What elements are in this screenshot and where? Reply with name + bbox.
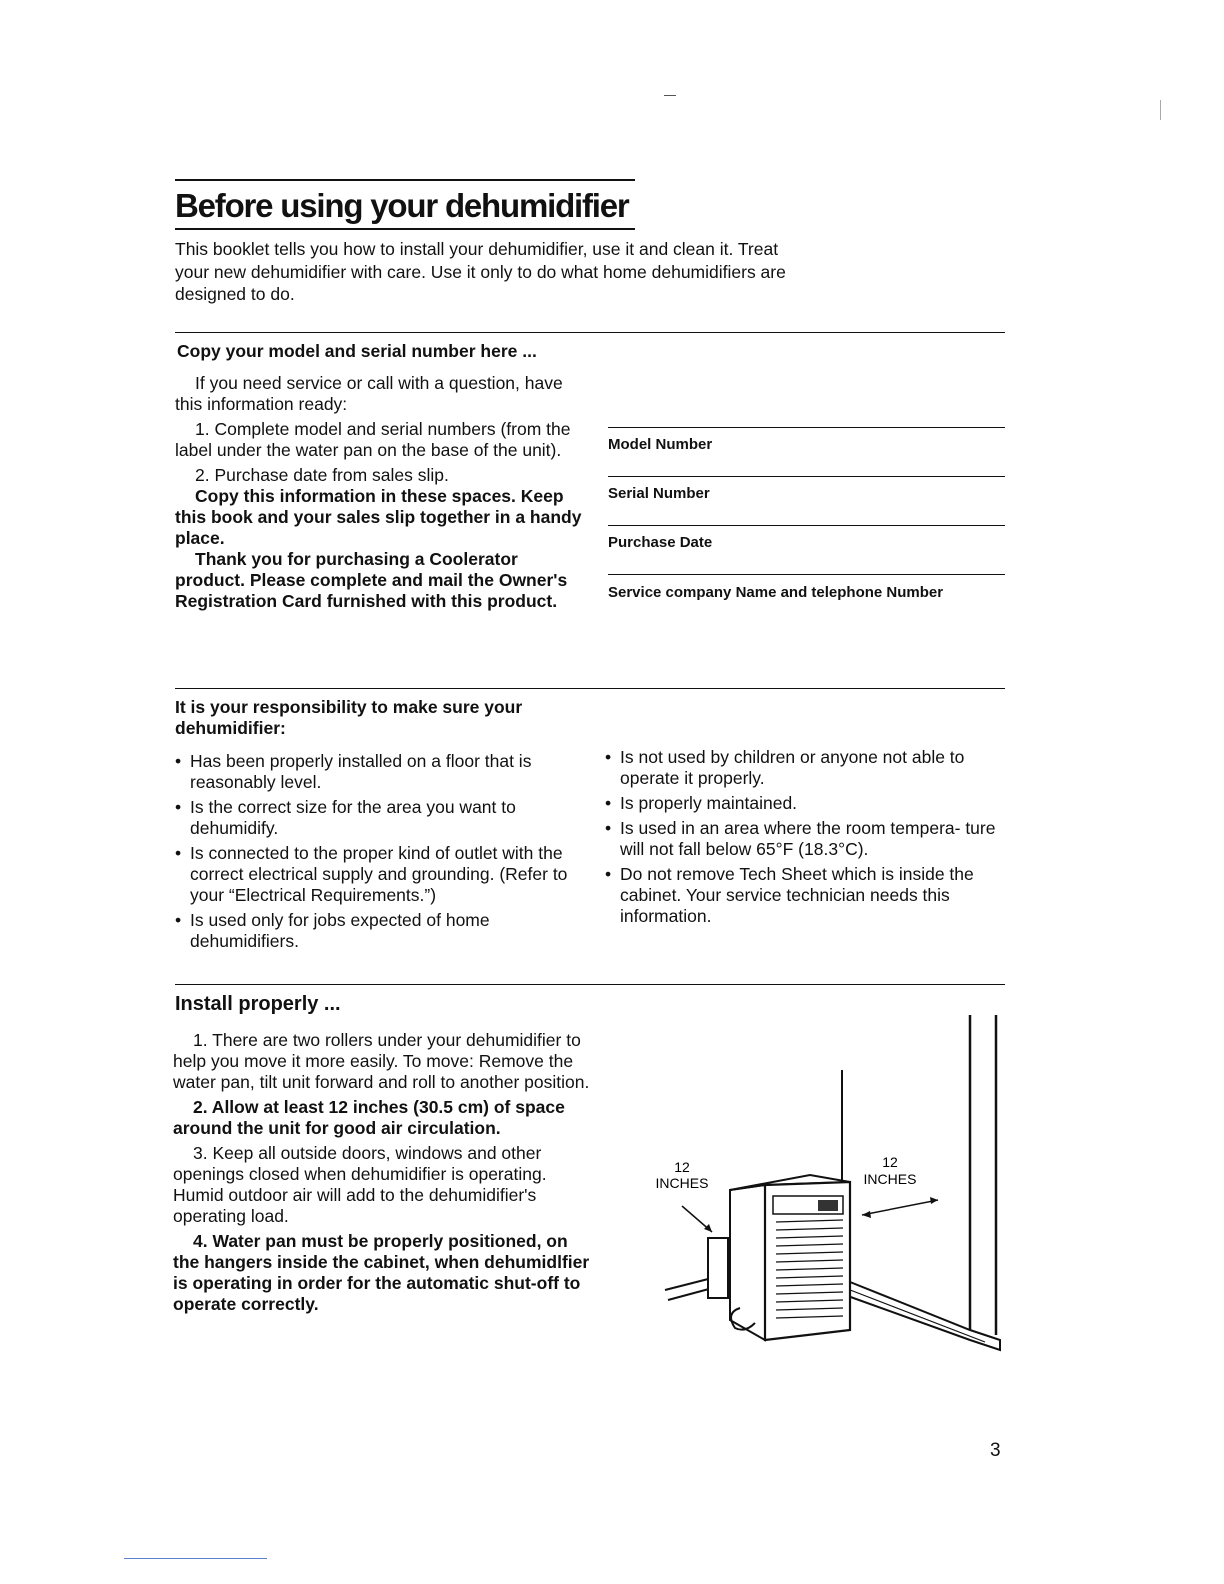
right-arrowhead-icon (930, 1197, 938, 1204)
right-clearance-number: 12 (882, 1154, 898, 1170)
list-item: • Is properly maintained. (605, 793, 1005, 814)
intro-paragraph: This booklet tells you how to install your dehumidifier, use it and clean it. Treat your new dehumidifier with care. Use it only to do what home dehumidifiers are designed to do. (175, 239, 786, 304)
clearance-diagram (640, 1010, 1020, 1370)
serial-number-label: Serial Number (608, 485, 710, 502)
left-clearance-number: 12 (674, 1159, 690, 1175)
purchase-date-line (608, 525, 1005, 526)
page-number: 3 (990, 1440, 1001, 1461)
install-step-3: 3. Keep all outside doors, windows and other openings closed when dehumidifier is operating. Humid outdoor air will add to the dehumidifier's operating load. (173, 1143, 547, 1226)
footer-line (124, 1558, 267, 1559)
section-divider (175, 984, 1005, 985)
install-steps (173, 1030, 598, 1315)
list-item: • Is used in an area where the room tempera- ture will not fall below 65°F (18.3°C). (605, 818, 1005, 860)
install-heading: Install properly ... (175, 993, 341, 1015)
copy-item-1: 1. Complete model and serial numbers (from the label under the water pan on the base of the unit). (175, 419, 571, 460)
install-step-1: 1. There are two rollers under your dehumidifier to help you move it more easily. To move: Remove the water pan, tilt unit forward and roll to another position. (173, 1030, 590, 1092)
page-title: Before using your dehumidifier (175, 187, 629, 224)
scan-mark-corner (1160, 100, 1161, 120)
copy-item-2: 2. Purchase date from sales slip. (195, 465, 449, 485)
responsibility-list-right (605, 747, 1005, 931)
unit-pipe-fitting (708, 1238, 728, 1298)
scan-mark (664, 95, 676, 96)
section-divider (175, 688, 1005, 689)
list-item: • Is the correct size for the area you want to dehumidify. (175, 797, 575, 839)
service-company-label: Service company Name and telephone Number (608, 584, 944, 601)
copy-section-heading: Copy your model and serial number here ... (177, 341, 537, 361)
copy-intro: If you need service or call with a question, have this information ready: (175, 373, 563, 414)
baseboard (845, 1288, 985, 1342)
thank-you-note: Thank you for purchasing a Coolerator product. Please complete and mail the Owner's Registration Card furnished with this product. (175, 549, 568, 611)
serial-number-line (608, 476, 1005, 477)
copy-instruction: Copy this information in these spaces. Keep this book and your sales slip together in a handy place. (175, 486, 582, 548)
purchase-date-label: Purchase Date (608, 534, 713, 551)
left-clearance-unit: INCHES (655, 1175, 709, 1191)
service-company-line (608, 574, 1005, 575)
title-rule-top (175, 179, 635, 181)
baseboard (845, 1280, 1000, 1350)
right-arrowhead-icon (862, 1211, 871, 1218)
list-item: • Is connected to the proper kind of outlet with the correct electrical supply and grounding. (Refer to your “Electrical Requirements.”) (175, 843, 575, 906)
unit-side (730, 1185, 765, 1340)
copy-section-body (175, 373, 585, 612)
install-step-4: 4. Water pan must be properly positioned, on the hangers inside the cabinet, when dehumidlfier is operating in order for the automatic shut-off to operate correctly. (173, 1231, 590, 1314)
title-rule-bottom (175, 228, 635, 230)
model-number-label: Model Number (608, 436, 713, 453)
responsibility-heading: It is your responsibility to make sure your dehumidifier: (175, 697, 523, 738)
list-item: • Is used only for jobs expected of home dehumidifiers. (175, 910, 575, 952)
responsibility-list-left (175, 751, 575, 956)
list-item: • Is not used by children or anyone not able to operate it properly. (605, 747, 1005, 789)
list-item: • Do not remove Tech Sheet which is inside the cabinet. Your service technician needs this information. (605, 864, 1005, 927)
right-clearance-unit: INCHES (863, 1171, 917, 1187)
section-divider (175, 332, 1005, 333)
control-knob-icon (818, 1200, 838, 1211)
install-step-2: 2. Allow at least 12 inches (30.5 cm) of space around the unit for good air circulation. (173, 1097, 565, 1138)
model-number-line (608, 427, 1005, 428)
list-item: • Has been properly installed on a floor that is reasonably level. (175, 751, 575, 793)
right-arrow-icon (862, 1200, 938, 1215)
